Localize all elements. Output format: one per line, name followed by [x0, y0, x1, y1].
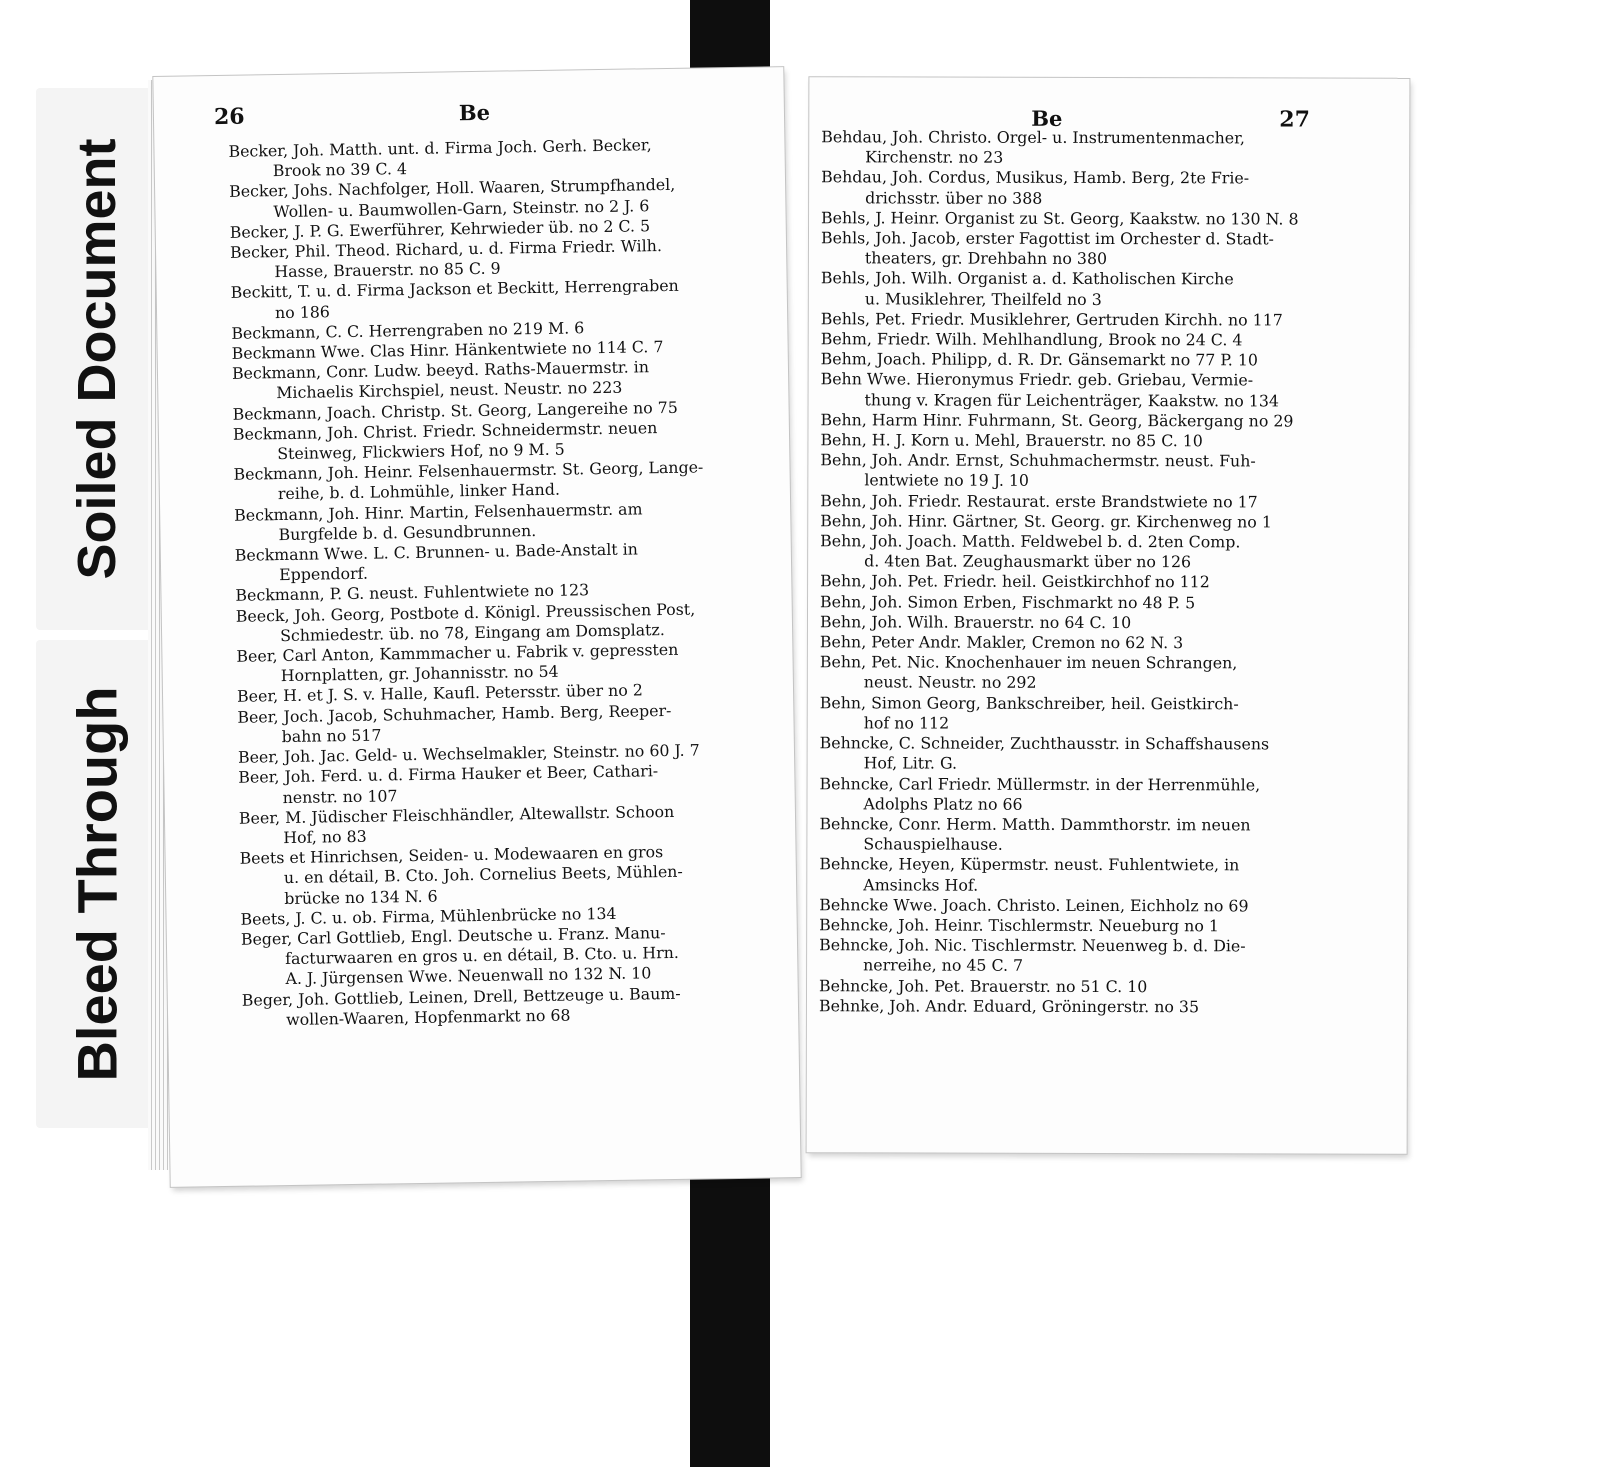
- entry-continuation-line: nenstr. no 107: [282, 785, 398, 807]
- entry-line: Behls, Joh. Wilh. Organist a. d. Katholischen Kirche: [820, 268, 1234, 289]
- entry-line: Beckmann, Joh. Heinr. Felsenhauermstr. St. Georg, Lange-: [233, 457, 704, 485]
- directory-entry: [820, 693, 1330, 735]
- entry-continuation-line: Brook no 39 C. 4: [272, 159, 408, 181]
- entry-line: Behn, Joh. Pet. Friedr. heil. Geistkirchhof no 112: [820, 571, 1210, 592]
- entry-line: Behn Wwe. Hieronymus Friedr. geb. Griebau, Vermie-: [820, 369, 1254, 390]
- directory-entry: [819, 935, 1329, 977]
- directory-entry: [821, 329, 1331, 351]
- entry-continuation-line: Eppendorf.: [279, 563, 369, 585]
- entry-continuation-line: Michaelis Kirchspiel, neust. Neustr. no 223: [276, 378, 623, 403]
- entry-continuation-line: Hof, no 83: [283, 826, 367, 847]
- entry-continuation-line: lentwiete no 19 J. 10: [864, 470, 1030, 491]
- entry-continuation-line: wollen-Waaren, Hopfenmarkt no 68: [285, 1005, 571, 1029]
- soiled-document-label: [36, 88, 158, 630]
- entry-line: Beer, Carl Anton, Kammmacher u. Fabrik v. gepressten: [236, 639, 679, 666]
- entry-continuation-line: brücke no 134 N. 6: [284, 886, 438, 908]
- entry-continuation-line: Schmiedestr. üb. no 78, Eingang am Domsplatz.: [279, 619, 665, 645]
- directory-entry: [821, 127, 1331, 169]
- entry-line: Behn, Joh. Simon Erben, Fischmarkt no 48 P. 5: [820, 591, 1196, 612]
- entry-continuation-line: reihe, b. d. Lohmühle, linker Hand.: [277, 480, 561, 504]
- bleed-through-label: [36, 640, 158, 1128]
- entry-line: Beckmann Wwe. L. C. Brunnen- u. Bade-Anstalt in: [234, 539, 639, 565]
- directory-entry: [241, 922, 762, 991]
- directory-entry: [820, 572, 1330, 594]
- right-page: [807, 77, 1410, 1154]
- entry-continuation-line: theaters, gr. Drehbahn no 380: [864, 248, 1108, 269]
- entry-line: Beckmann Wwe. Clas Hinr. Hänkentwiete no 114 C. 7: [231, 337, 664, 363]
- entry-line: Beckmann, Joh. Hinr. Martin, Felsenhauermstr. am: [234, 499, 643, 525]
- entry-continuation-line: Hof, Litr. G.: [863, 753, 958, 773]
- directory-entry: [821, 228, 1331, 270]
- entry-line: Beets, J. C. u. ob. Firma, Mühlenbrücke no 134: [240, 903, 617, 929]
- entry-line: Behncke, Joh. Pet. Brauerstr. no 51 C. 10: [819, 975, 1148, 996]
- soiled-document-text: Soiled Document: [67, 138, 127, 580]
- entry-line: Behncke Wwe. Joach. Christo. Leinen, Eichholz no 69: [819, 894, 1249, 916]
- directory-entry: [821, 309, 1331, 331]
- directory-entry: [819, 915, 1329, 937]
- directory-entry: [820, 733, 1330, 775]
- bleed-through-text: Bleed Through: [65, 686, 129, 1082]
- entry-line: Becker, Joh. Matth. unt. d. Firma Joch. Gerh. Becker,: [228, 135, 652, 161]
- entry-line: Behncke, Joh. Heinr. Tischlermstr. Neueburg no 1: [819, 915, 1219, 936]
- entry-continuation-line: nerreihe, no 45 C. 7: [863, 955, 1024, 976]
- entry-line: Behncke, C. Schneider, Zuchthausstr. in Schaffshausens: [819, 733, 1270, 754]
- directory-entry: [819, 814, 1329, 856]
- page-header: Be: [458, 99, 491, 126]
- entry-continuation-line: no 186: [274, 301, 331, 322]
- directory-entry: [821, 370, 1331, 412]
- directory-entry: [819, 774, 1329, 816]
- directory-entry: [820, 430, 1330, 452]
- entry-line: Beer, Joh. Jac. Geld- u. Wechselmakler, Steinstr. no 60 J. 7: [237, 740, 700, 767]
- entry-line: Becker, Johs. Nachfolger, Holl. Waaren, Strumpfhandel,: [228, 175, 676, 202]
- directory-entry: [821, 208, 1331, 230]
- entry-line: Behn, Joh. Joach. Matth. Feldwebel b. d. 2ten Comp.: [820, 531, 1241, 552]
- directory-entries: [819, 127, 1331, 1017]
- entry-line: Beger, Joh. Gottlieb, Leinen, Drell, Bettzeuge u. Baum-: [241, 983, 681, 1010]
- entry-line: Beer, H. et J. S. v. Halle, Kaufl. Petersstr. über no 2: [236, 680, 643, 707]
- entry-line: Beeck, Joh. Georg, Postbote d. Königl. Preussischen Post,: [235, 599, 696, 626]
- directory-entry: [820, 410, 1330, 432]
- directory-entry: [242, 982, 763, 1031]
- entry-line: Beckitt, T. u. d. Firma Jackson et Beckitt, Herrengraben: [230, 276, 679, 303]
- directory-entry: [819, 895, 1329, 917]
- entry-line: Beer, M. Jüdischer Fleischhändler, Altewallstr. Schoon: [238, 801, 675, 828]
- entry-continuation-line: bahn no 517: [281, 725, 382, 746]
- entry-line: Behls, J. Heinr. Organist zu St. Georg, Kaakstw. no 130 N. 8: [821, 208, 1299, 229]
- entry-line: Beckmann, P. G. neust. Fuhlentwiete no 123: [235, 580, 590, 606]
- entry-line: Beer, Joch. Jacob, Schuhmacher, Hamb. Berg, Reeper-: [237, 700, 672, 727]
- entry-continuation-line: d. 4ten Bat. Zeughausmarkt über no 126: [864, 551, 1192, 572]
- entry-continuation-line: Schauspielhause.: [863, 834, 1003, 854]
- directory-entry: [821, 269, 1331, 311]
- entry-continuation-line: u. Musiklehrer, Theilfeld no 3: [864, 288, 1102, 309]
- entry-continuation-line: thung v. Kragen für Leichenträger, Kaakstw. no 134: [864, 390, 1279, 411]
- entry-line: Beer, Joh. Ferd. u. d. Firma Hauker et Beer, Cathari-: [238, 761, 659, 788]
- directory-entry: [819, 996, 1329, 1018]
- entry-line: Behn, Joh. Hinr. Gärtner, St. Georg. gr. Kirchenweg no 1: [820, 511, 1272, 532]
- directory-entry: [820, 491, 1330, 513]
- entry-line: Behncke, Joh. Nic. Tischlermstr. Neuenweg b. d. Die-: [819, 935, 1246, 956]
- entry-line: Behls, Pet. Friedr. Musiklehrer, Gertruden Kirchh. no 117: [820, 309, 1283, 330]
- entry-continuation-line: u. en détail, B. Cto. Joh. Cornelius Beets, Mühlen-: [283, 862, 683, 888]
- directory-entry: [819, 976, 1329, 998]
- entry-line: Beckmann, C. C. Herrengraben no 219 M. 6: [231, 318, 585, 343]
- entry-line: Behn, Simon Georg, Bankschreiber, heil. Geistkirch-: [819, 692, 1239, 714]
- entry-continuation-line: Adolphs Platz no 66: [863, 794, 1023, 814]
- entry-line: Beckmann, Joh. Christ. Friedr. Schneidermstr. neuen: [232, 417, 658, 444]
- entry-line: Behn, Joh. Wilh. Brauerstr. no 64 C. 10: [819, 612, 1132, 632]
- directory-entry: [821, 349, 1331, 371]
- directory-entry: [819, 855, 1329, 897]
- entry-line: Beets et Hinrichsen, Seiden- u. Modewaaren en gros: [239, 842, 664, 868]
- entry-line: Behn, Peter Andr. Makler, Cremon no 62 N. 3: [819, 632, 1184, 653]
- page-number: 26: [213, 103, 245, 131]
- entry-line: Behn, H. J. Korn u. Mehl, Brauerstr. no 85 C. 10: [820, 430, 1203, 451]
- directory-entry: [820, 612, 1330, 634]
- entry-continuation-line: A. J. Jürgensen Wwe. Neuenwall no 132 N. 10: [285, 963, 652, 989]
- directory-entry: [820, 632, 1330, 654]
- entry-line: Behnke, Joh. Andr. Eduard, Gröningerstr. no 35: [818, 995, 1200, 1016]
- directory-entry: [239, 841, 760, 910]
- entry-continuation-line: Hasse, Brauerstr. no 85 C. 9: [274, 258, 501, 282]
- left-page: [153, 67, 800, 1187]
- entry-continuation-line: Steinweg, Flickwiers Hof, no 9 M. 5: [277, 439, 565, 464]
- entry-line: Behls, Joh. Jacob, erster Fagottist im Orchester d. Stadt-: [820, 228, 1274, 249]
- entry-line: Behdau, Joh. Cordus, Musikus, Hamb. Berg, 2te Frie-: [821, 167, 1250, 188]
- entry-line: Behm, Joach. Philipp, d. R. Dr. Gänsemarkt no 77 P. 10: [820, 349, 1258, 370]
- entry-continuation-line: drichsstr. über no 388: [865, 187, 1043, 208]
- entry-continuation-line: Kirchenstr. no 23: [865, 147, 1004, 167]
- entry-line: Becker, J. P. G. Ewerführer, Kehrwieder üb. no 2 C. 5: [229, 216, 651, 242]
- entry-continuation-line: Wollen- u. Baumwollen-Garn, Steinstr. no 2 J. 6: [273, 195, 650, 221]
- directory-entry: [820, 511, 1330, 533]
- entry-continuation-line: facturwaaren en gros u. en détail, B. Cto. u. Hrn.: [285, 942, 680, 969]
- entry-line: Behn, Pet. Nic. Knochenhauer im neuen Schrangen,: [819, 652, 1238, 673]
- directory-entries: [228, 134, 762, 1031]
- entry-line: Beckmann, Joach. Christp. St. Georg, Langereihe no 75: [232, 397, 678, 424]
- entry-continuation-line: hof no 112: [863, 713, 950, 733]
- directory-entry: [820, 450, 1330, 492]
- directory-entry: [820, 592, 1330, 614]
- entry-line: Behm, Friedr. Wilh. Mehlhandlung, Brook no 24 C. 4: [820, 329, 1243, 350]
- entry-line: Behncke, Conr. Herm. Matth. Dammthorstr. im neuen: [819, 814, 1251, 835]
- entry-line: Behdau, Joh. Christo. Orgel- u. Instrumentenmacher,: [821, 127, 1245, 148]
- entry-line: Behncke, Heyen, Küpermstr. neust. Fuhlentwiete, in: [819, 854, 1240, 875]
- page-number: 27: [1279, 106, 1310, 133]
- directory-entry: [820, 653, 1330, 695]
- entry-continuation-line: neust. Neustr. no 292: [863, 672, 1037, 693]
- page-header: Be: [1031, 105, 1063, 131]
- entry-line: Becker, Phil. Theod. Richard, u. d. Firma Friedr. Wilh.: [229, 236, 663, 262]
- directory-entry: [821, 168, 1331, 210]
- entry-continuation-line: Burgfelde b. d. Gesundbrunnen.: [278, 520, 537, 544]
- entry-line: Behn, Joh. Andr. Ernst, Schuhmachermstr. neust. Fuh-: [820, 450, 1256, 471]
- entry-line: Beger, Carl Gottlieb, Engl. Deutsche u. Franz. Manu-: [240, 922, 666, 949]
- entry-line: Behn, Joh. Friedr. Restaurat. erste Brandstwiete no 17: [820, 490, 1258, 512]
- entry-line: Beckmann, Conr. Ludw. beeyd. Raths-Mauermstr. in: [231, 357, 650, 384]
- entry-continuation-line: Amsincks Hof.: [863, 874, 979, 895]
- directory-entry: [820, 531, 1330, 573]
- entry-continuation-line: Hornplatten, gr. Johannisstr. no 54: [280, 662, 559, 686]
- entry-line: Behncke, Carl Friedr. Müllermstr. in der Herrenmühle,: [819, 773, 1261, 794]
- entry-line: Behn, Harm Hinr. Fuhrmann, St. Georg, Bäckergang no 29: [820, 410, 1294, 431]
